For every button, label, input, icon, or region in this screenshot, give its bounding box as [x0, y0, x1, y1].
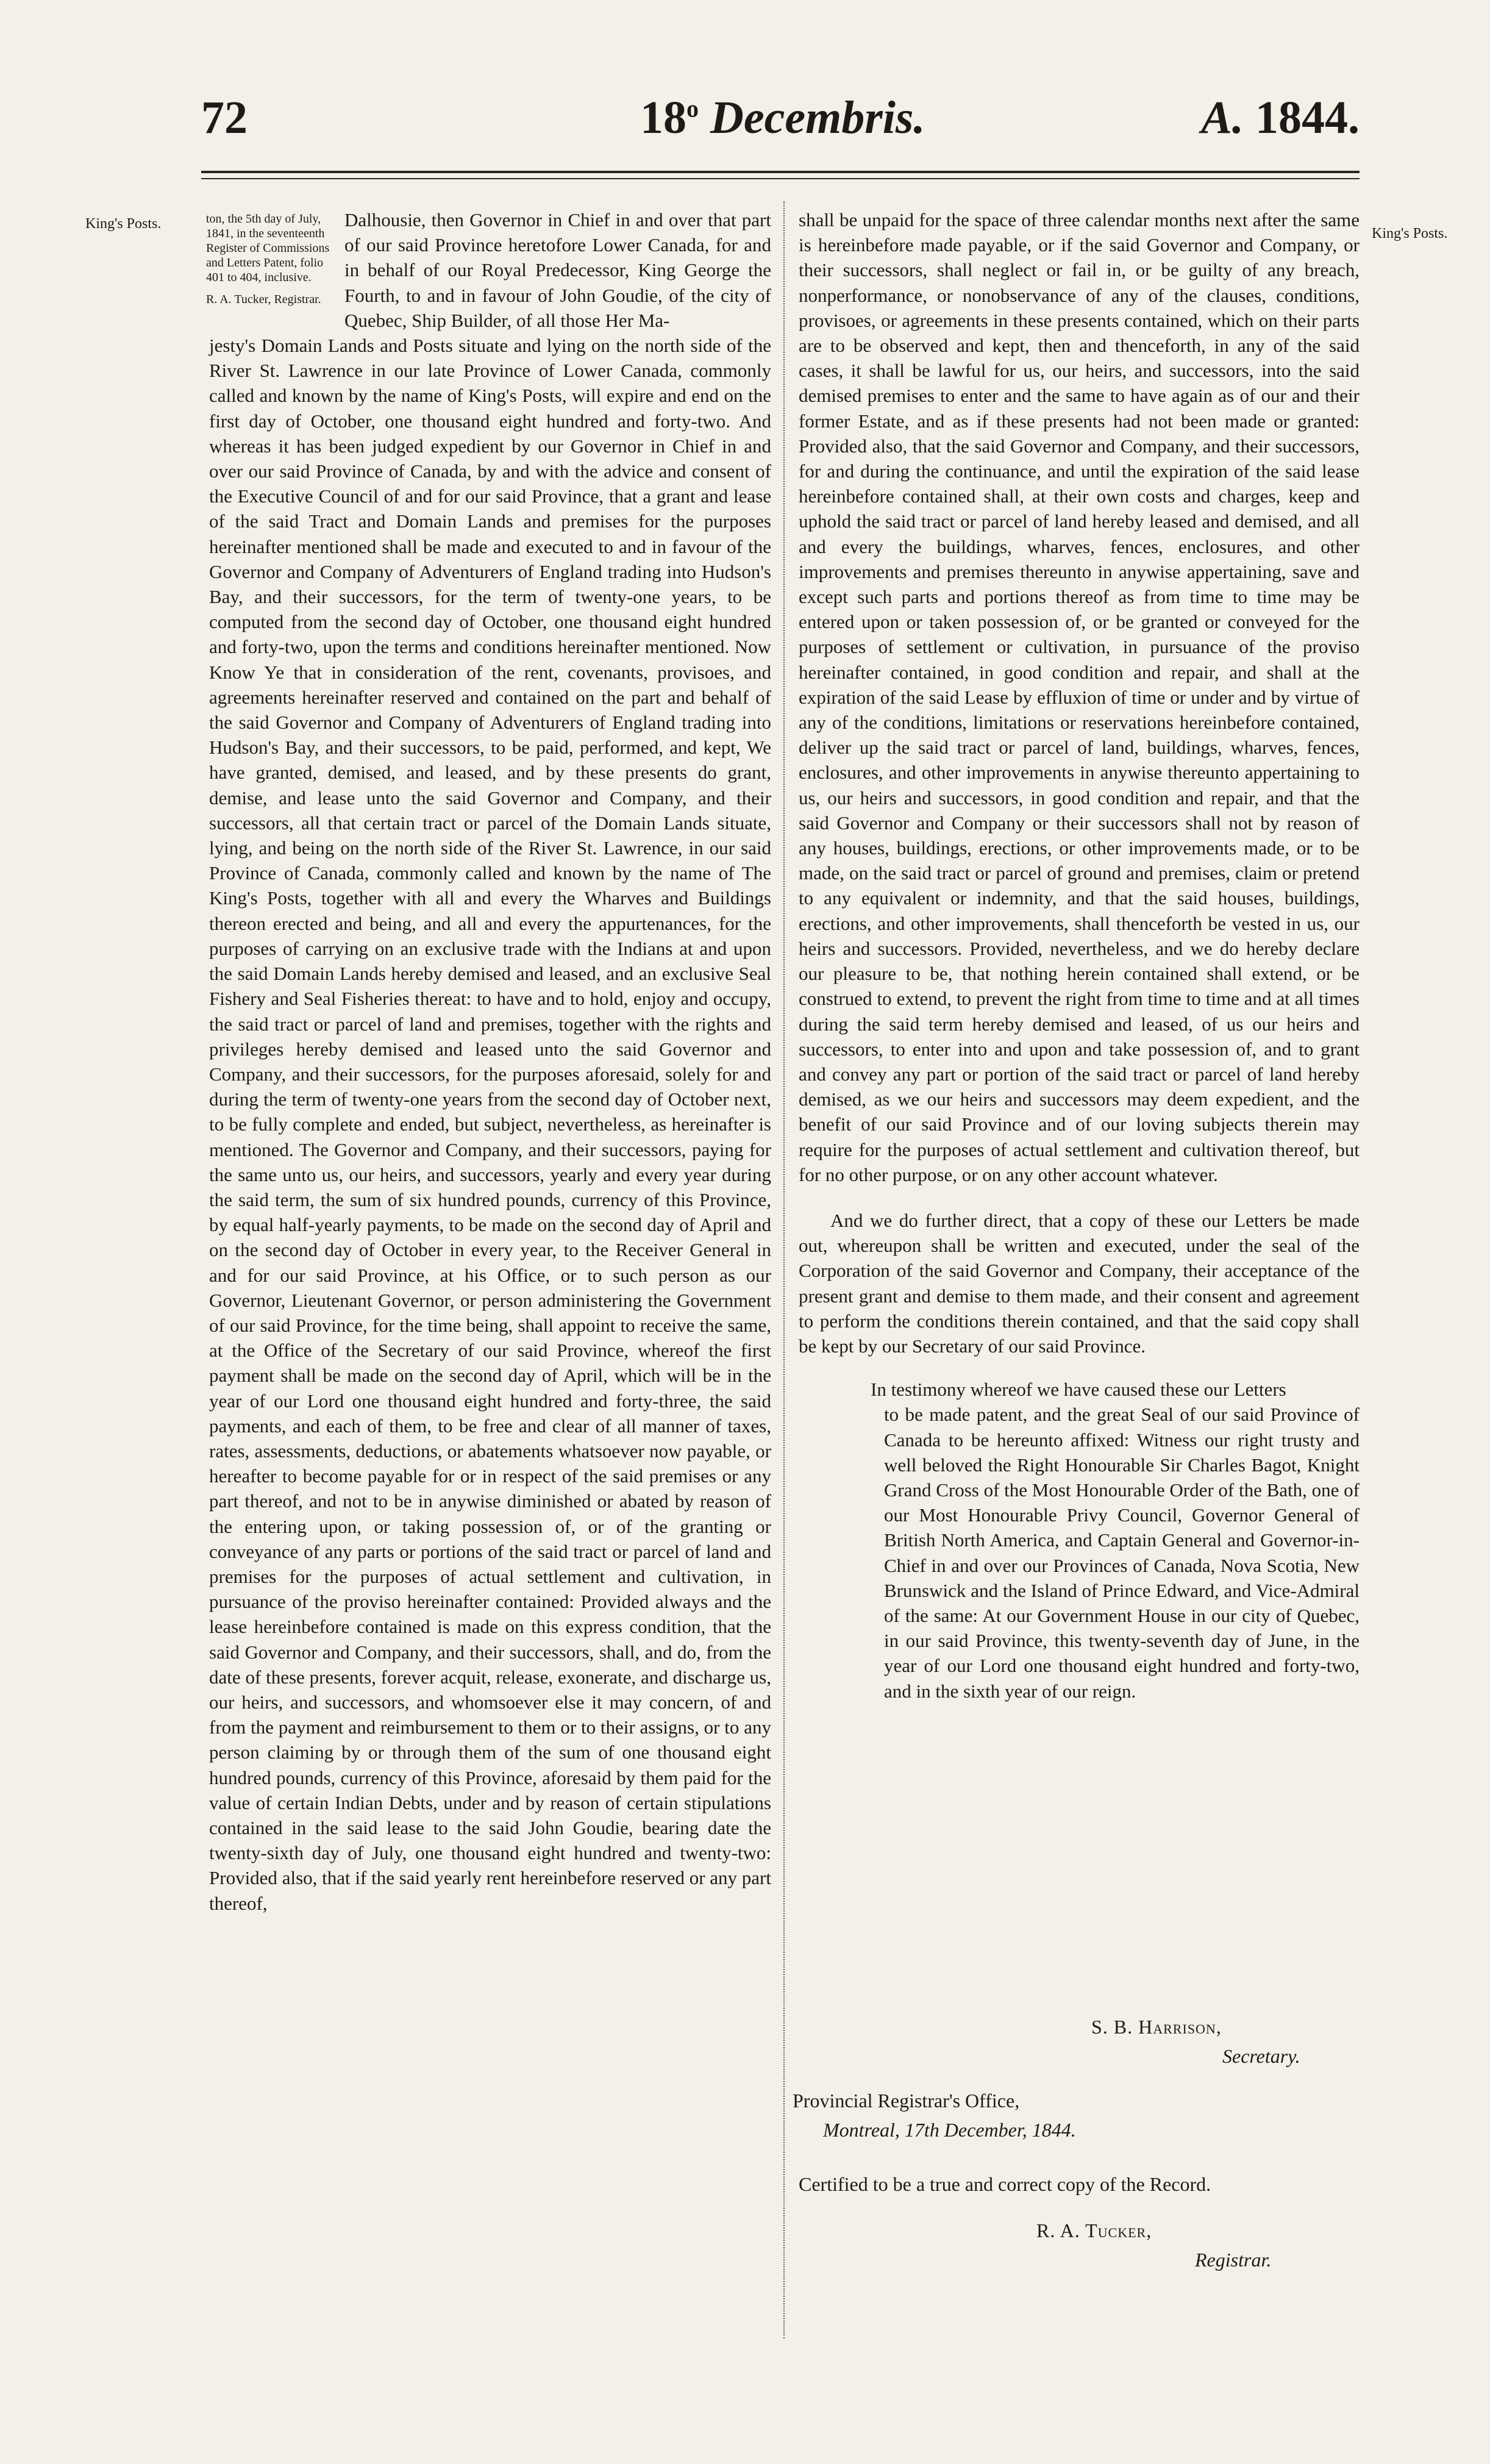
header-year-value: 1844. — [1255, 92, 1360, 143]
signature-harrison-name: S. B. Harrison, — [1091, 2016, 1222, 2038]
left-column-opening: Dalhousie, then Governor in Chief in and over that part of our said Province heretofore Lower Canada, for and in behalf of our Royal Predecessor, King George the Fourth, to and in favour of John Goudie, of the city of Quebec, Ship Builder, of all those Her Ma- — [344, 209, 771, 331]
certification-statement: Certified to be a true and correct copy of the Record. — [799, 2173, 1211, 2195]
header-day: 18 — [640, 92, 686, 143]
office-date — [823, 2119, 1076, 2141]
registrar-office: Provincial Registrar's Office, — [793, 2090, 1020, 2112]
right-column — [799, 207, 1360, 1704]
header-rule-thin — [201, 178, 1360, 179]
signature-tucker-title: Registrar. — [1195, 2249, 1272, 2271]
page-header — [201, 91, 1360, 159]
header-year-prefix: A. — [1201, 92, 1244, 143]
signature-harrison — [1091, 2016, 1222, 2038]
page-number: 72 — [201, 92, 248, 143]
signature-tucker-name: R. A. Tucker, — [1036, 2219, 1152, 2241]
right-column-paragraph-1: shall be unpaid for the space of three calendar months next after the same is hereinbefore made payable, or if the said Governor and Company, or their successors, shall neglect or fail in, or be guilty of any breach, nonperformance, or nonobservance of any of the clauses, conditions, provisoes, or agreements in these presents contained, which on their parts are to be observed and kept, then and thenceforth, in any of the said cases, it shall be lawful for us, our heirs, and successors, into the said demised premises to enter and the same to have again as of our and their former Estate, and as if these presents had not been made or granted: Provided also, that the said Governor and Company, and their successors, for and during the continuance, and until the expiration of the said lease hereinbefore contained shall, at their own costs and charges, keep and uphold the said tract or parcel of land hereby leased and demised, and all and every the buildings, wharves, fences, enclosures, and other improvements and premises thereunto in anywise appertaining, save and except such parts and portions thereof as from time to time may be entered upon or taken possession of, or be granted or conveyed for the purposes of settlement or cultivation, in pursuance of the proviso hereinafter contained, in good condition and repair, and shall at the expiration of the said Lease by effluxion of time or under and by virtue of any of the conditions, limitations or reservations hereinbefore contained, deliver up the said tract or parcel of land, buildings, wharves, fences, enclosures, and other improvements in anywise thereunto appertaining to us, our heirs and successors, in good condition and repair, and that the said Governor and Company or their successors shall not by reason of any houses, buildings, erections, or other improvements made, or to be made, on the said tract or parcel of ground and premises, claim or pretend to any equivalent or indemnity, and that the said houses, buildings, erections, and other improvements, shall thenceforth be vested in us, our heirs and successors. Provided, nevertheless, and we do hereby declare our pleasure to be, that nothing herein contained shall extend, or be construed to extend, to prevent the right from time to time and at all times during the said term hereby demised and leased, of us our heirs and successors, to enter into and upon and take possession of, and to grant and convey any part or portion of the said tract or parcel of land hereby demised, as we our heirs and successors may deem expedient, and the benefit of our said Province and of our loving subjects therein may require for the purposes of actual settlement and cultivation thereof, but for no other purpose, or on any other account whatever. — [799, 209, 1360, 1185]
office-date-text: Montreal, 17th December, 1844. — [823, 2119, 1076, 2141]
right-column-paragraph-2: And we do further direct, that a copy of these our Letters be made out, whereupon shall be written and executed, under the seal of the Corporation of the said Governor and Company, their acceptance of the present grant and demise to them made, and their consent and agreement to perform the conditions therein contained, and that the said copy shall be kept by our Secretary of our said Province. — [799, 1209, 1360, 1357]
signature-harrison-title: Secretary. — [1222, 2045, 1300, 2067]
citation-note — [206, 212, 335, 307]
header-date — [640, 91, 925, 145]
column-separator — [783, 201, 786, 2338]
left-column-body: jesty's Domain Lands and Posts situate and lying on the north side of the River St. Lawrence in our late Province of Lower Canada, commonly called and known by the name of King's Posts, will expire and end on the first day of October, one thousand eight hundred and forty-two. And whereas it has been judged expedient by our Governor in Chief in and over our said Province of Canada, by and with the advice and consent of the Executive Council of and for our said Province, that a grant and lease of the said Tract and Domain Lands and premises for the purposes hereinafter mentioned shall be made and executed to and in favour of the Governor and Company of Adventurers of England trading into Hudson's Bay, and their successors, for the term of twenty-one years, to be computed from the second day of October, one thousand eight hundred and forty-two, upon the terms and conditions hereinafter mentioned. Now Know Ye that in consideration of the rent, covenants, provisoes, and agreements hereinafter reserved and contained on the part and behalf of the said Governor and Company of Adventurers of England trading into Hudson's Bay, and their successors, to be paid, performed, and kept, We have granted, demised, and leased, and by these presents do grant, demise, and lease unto the said Governor and Company, and their successors, all that certain tract or parcel of the Domain Lands situate, lying, and being on the north side of the River St. Lawrence, in our said Province of Canada, commonly called and known by the name of The King's Posts, together with all and every the Wharves and Buildings thereon erected and being, and all and every the appurtenances, for the purposes of carrying on an exclusive trade with the Indians at and upon the said Domain Lands hereby demised and leased, and an exclusive Seal Fishery and Seal Fisheries thereat: to have and to hold, enjoy and occupy, the said tract or parcel of land and premises, together with the rights and privileges hereby demised and leased unto the said Governor and Company, and their successors, for the purposes aforesaid, solely for and during the term of twenty-one years from the second day of October next, to be fully complete and ended, but subject, nevertheless, as hereinafter is mentioned. The Governor and Company, and their successors, paying for the same unto us, our heirs, and successors, yearly and every year during the said term, the sum of six hundred pounds, currency of this Province, by equal half-yearly payments, to be made on the second day of April and on the second day of October in every year, to the Receiver General in and for our said Province, at his Office, or to such person as our Governor, Lieutenant Governor, or person administering the Government of our said Province, for the time being, shall appoint to receive the same, at the Office of the Secretary of our said Province, whereof the first payment shall be made on the second day of April, which will be in the year of our Lord one thousand eight hundred and forty-three, the said payments, and each of them, to be free and clear of all manner of taxes, rates, assessments, deductions, or abatements whatsoever now payable, or hereafter to become payable for or in respect of the said premises or any part thereof, and not to be in anywise diminished or abated by reason of the entering upon, or taking possession of, or of the granting or conveyance of any parts or portions of the said tract or parcel of land and premises for the purposes of actual settlement and cultivation, in pursuance of the proviso hereinafter contained: Provided always and the lease hereinbefore contained is made on this express condition, that the said Governor and Company, and their successors, shall, and do, from the date of these presents, forever acquit, release, exonerate, and discharge us, our heirs, and successors, and whomsoever else it may concern, of and from the payment and reimbursement to them or to their assigns, or to any person claiming by or through them of the sum of one thousand eight hundred pounds, currency of this Province, aforesaid by them paid for the value of certain Indian Debts, under and by reason of certain stipulations contained in the said lease to the said John Goudie, bearing date the twenty-sixth day of July, one thousand eight hundred and twenty-two: Provided also, that if the said yearly rent hereinbefore reserved or any part thereof, — [209, 335, 771, 1914]
margin-note-left: King's Posts. — [85, 216, 162, 232]
signature-tucker — [1036, 2219, 1152, 2242]
citation-text: ton, the 5th day of July, 1841, in the seventeenth Register of Commissions and Letters Patent, folio 401 to 404, inclusive. — [206, 212, 330, 284]
testimony-lead: In testimony whereof we have caused these our Letters — [871, 1379, 1286, 1401]
header-year — [1201, 91, 1360, 145]
header-day-suffix: o — [686, 95, 699, 123]
testimony-body: to be made patent, and the great Seal of our said Province of Canada to be hereunto affixed: Witness our right trusty and well beloved the Right Honourable Sir Charles Bagot, Knight Grand Cross of the Most Honourable Order of the Bath, one of our Most Honourable Privy Council, Governor General of British North America, and Captain General and Governor-in-Chief in and over our Provinces of Canada, Nova Scotia, New Brunswick and the Island of Prince Edward, and Vice-Admiral of the same: At our Government House in our city of Quebec, in our said Province, this twenty-seventh day of June, in the year of our Lord one thousand eight hundred and forty-two, and in the sixth year of our reign. — [884, 1404, 1360, 1702]
header-month: Decembris. — [710, 92, 925, 143]
citation-registrar: R. A. Tucker, Registrar. — [206, 293, 321, 306]
margin-note-right: King's Posts. — [1372, 226, 1448, 241]
header-rule — [201, 171, 1360, 173]
